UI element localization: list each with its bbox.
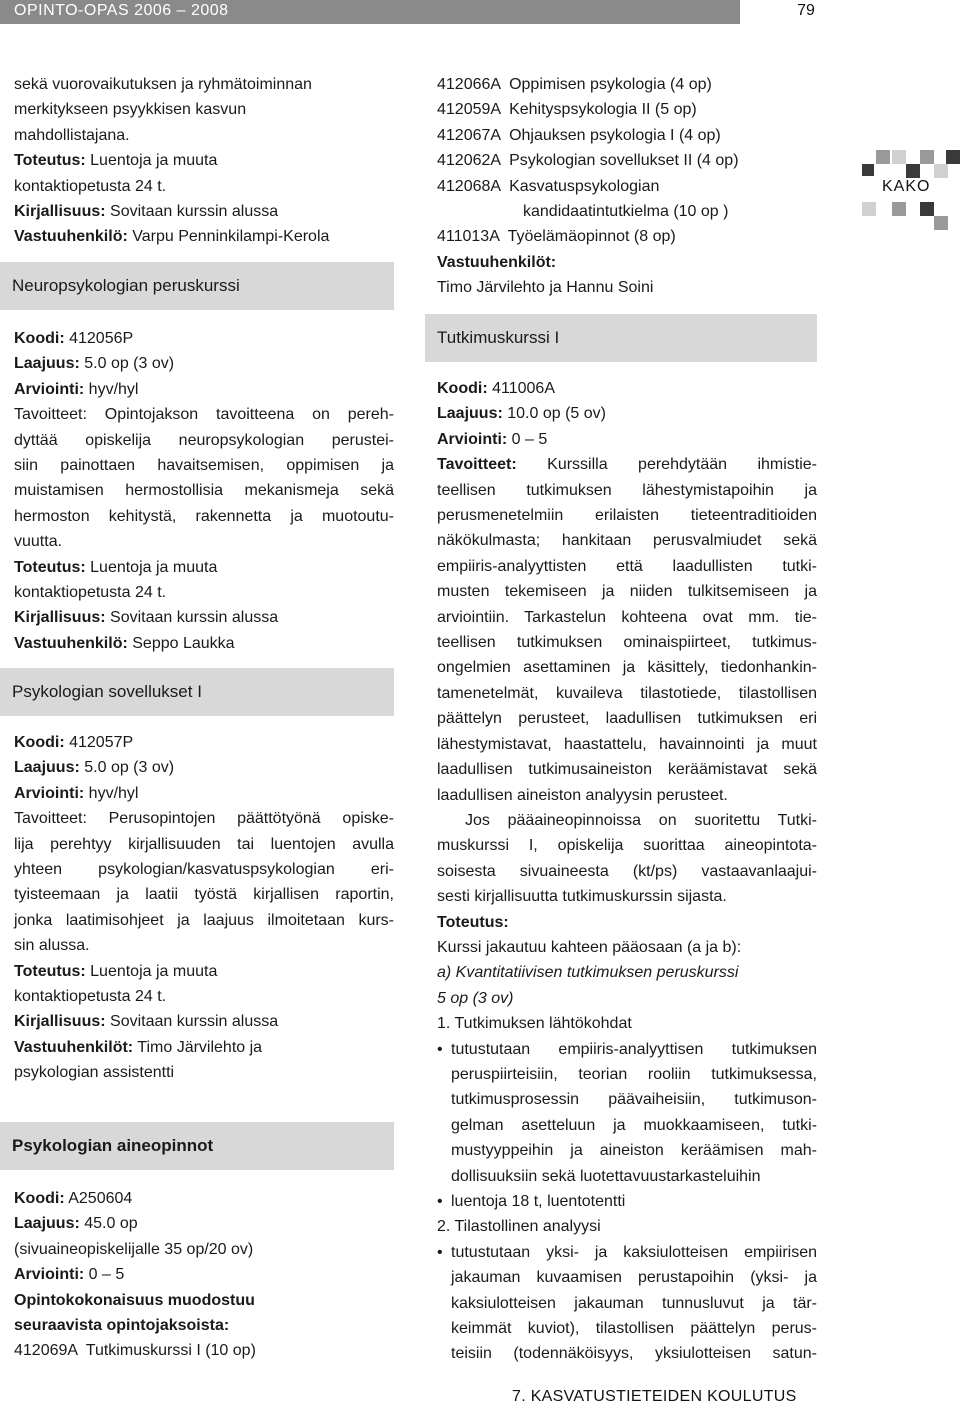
bullet-item — [437, 1189, 817, 1214]
field-value: Seppo Laukka — [132, 634, 235, 652]
text-line: laadullisen tutkimusaineiston keräämistavat sekä — [437, 761, 817, 779]
section-neuropsykologian-peruskurssi: Neuropsykologian peruskurssi — [0, 262, 394, 310]
text-line: ongelmien asettaminen ja käsittely, tiedonhankin- — [437, 659, 817, 677]
laajuus-row — [14, 351, 394, 376]
field-label: Laajuus: — [14, 1215, 80, 1233]
field-label: Laajuus: — [14, 355, 80, 373]
field-label: Laajuus: — [437, 405, 503, 423]
text-line: vuutta. — [14, 533, 63, 551]
logo-square — [920, 150, 934, 164]
field-label: Toteutus: — [14, 962, 86, 980]
text-line: sesti kirjallisuutta tutkimuskurssin sijasta. — [437, 888, 727, 906]
text-line: hermoston kehitystä, rakennetta ja muotoutu- — [14, 507, 394, 525]
bullet-icon: • — [437, 1040, 443, 1058]
tavoitteet-row — [437, 452, 817, 477]
text-line: teellisen tutkimuksen ominaispiirteet, tutkimus- — [437, 634, 817, 652]
field-label: Koodi: — [14, 1190, 65, 1207]
text-line: tutustutaan empiiris-analyyttisen tutkimuksen — [451, 1040, 817, 1058]
bullet-icon: • — [437, 1193, 443, 1210]
logo-label: KAKO — [882, 178, 931, 195]
course-list-item: 412067A Ohjauksen psykologia I (4 op) — [437, 126, 721, 144]
text-line: dollisuuksiin sekä luotettavuustarkasteluihin — [451, 1167, 761, 1185]
field-value: hyv/hyl — [88, 784, 139, 802]
kako-logo — [862, 150, 960, 230]
laajuus-row — [14, 755, 394, 780]
field-label: Vastuuhenkilö: — [14, 634, 128, 652]
text-line: teellisen tutkimuksen lähestymistapoihin ja — [437, 481, 817, 499]
text-line: musten tekemiseen ja niiden tulkitsemiseen ja — [437, 583, 817, 601]
field-label: Toteutus: — [437, 913, 509, 931]
course-aineopinnot — [14, 1186, 394, 1364]
section-psykologian-aineopinnot: Psykologian aineopinnot — [0, 1122, 394, 1170]
field-value: Luentoja ja muuta — [90, 152, 218, 170]
field-value: 5.0 op (3 ov) — [84, 355, 175, 373]
text-line: peruspiirteisiin, teorian rooliin tutkimuksessa, — [451, 1065, 817, 1083]
logo-square — [876, 150, 890, 164]
toteutus-row — [14, 148, 394, 173]
subheading: a) Kvantitatiivisen tutkimuksen peruskurssi — [437, 964, 739, 982]
field-label: Kirjallisuus: — [14, 1013, 106, 1031]
koodi-row — [437, 376, 817, 401]
text-line: tyisteemaan ja laatii työstä kirjallisen raportin, — [14, 886, 394, 904]
text-line: tamenetelmät, kuvaileva tilastotiede, tilastollisen — [437, 684, 817, 702]
left-column — [14, 72, 394, 250]
field-label: Koodi: — [437, 380, 488, 397]
field-label: Arviointi: — [437, 430, 508, 448]
field-value: Luentoja ja muuta — [90, 558, 218, 576]
logo-square — [892, 202, 906, 216]
field-label: Laajuus: — [14, 759, 80, 777]
field-value: hyv/hyl — [88, 380, 139, 398]
text-line: muistamisen hermostollisia mekanismeja sekä — [14, 482, 394, 500]
laajuus-row — [14, 1211, 394, 1236]
text-line: jakauman kuvaamisen perustapoihin (yksi- ja — [451, 1269, 817, 1287]
koodi-row — [14, 1186, 394, 1211]
text-line: Opintokokonaisuus muodostuu — [14, 1291, 255, 1309]
toteutus-row — [14, 555, 394, 580]
text-line: soisesta sivuaineesta (kt/ps) vastaavanlaajui- — [437, 862, 817, 880]
numbered-heading: 1. Tutkimuksen lähtökohdat — [437, 1015, 632, 1033]
field-value: 0 – 5 — [511, 430, 548, 448]
course-list-item: 412069A Tutkimuskurssi I (10 op) — [14, 1342, 256, 1360]
field-label: Toteutus: — [14, 558, 86, 576]
text-line: mustyyppeihin ja aineiston keräämisen mah- — [451, 1142, 817, 1160]
koodi-row — [14, 326, 394, 351]
course-list-item: 412068A Kasvatuspsykologian — [437, 177, 660, 195]
logo-square — [934, 216, 948, 230]
text-line: sekä vuorovaikutuksen ja ryhmätoiminnan — [14, 76, 312, 93]
logo-square — [920, 202, 934, 216]
text-line: lähestymistavat, haastattelu, havainnointi ja muut — [437, 735, 817, 753]
bullet-item — [437, 1240, 817, 1265]
page-footer: 7. KASVATUSTIETEIDEN KOULUTUS — [512, 1388, 797, 1405]
page-header — [0, 0, 960, 24]
field-value: A250604 — [68, 1190, 133, 1207]
course-list-item: 411013A Työelämäopinnot (8 op) — [437, 228, 676, 246]
header-title: OPINTO-OPAS 2006 – 2008 — [14, 2, 229, 19]
toteutus-row — [14, 959, 394, 984]
text-line: dyttää opiskelija neuropsykologian perustei- — [14, 431, 394, 449]
field-value: Sovitaan kurssin alussa — [110, 203, 279, 221]
field-value: 0 – 5 — [88, 1266, 125, 1284]
text-line: arviointiin. Tarkastelun kohteena ovat mm. tie- — [437, 608, 817, 626]
field-label: Arviointi: — [14, 1266, 85, 1284]
course-tutkimuskurssi — [437, 376, 817, 1367]
field-label: Koodi: — [14, 330, 65, 347]
text-line: kontaktiopetusta 24 t. — [14, 177, 167, 195]
logo-square — [946, 150, 960, 164]
section-tutkimuskurssi: Tutkimuskurssi I — [425, 314, 817, 362]
field-value: 10.0 op (5 ov) — [507, 405, 606, 423]
text-line: tutustutaan yksi- ja kaksiulotteisen empiirisen — [451, 1243, 817, 1261]
page-number: 79 — [797, 2, 815, 19]
kirjallisuus-row — [14, 199, 394, 224]
field-label: Koodi: — [14, 734, 65, 751]
text-line: kontaktiopetusta 24 t. — [14, 584, 167, 602]
text-line: seuraavista opintojaksoista: — [14, 1317, 230, 1335]
field-value: 412056P — [69, 330, 134, 347]
text-line: merkitykseen psyykkisen kasvun — [14, 101, 247, 119]
field-value: Varpu Penninkilampi-Kerola — [132, 228, 330, 246]
text-line: luentoja 18 t, luentotentti — [451, 1193, 626, 1210]
text-line: tutkimusprosessin päävaiheisiin, tutkimuson- — [451, 1091, 817, 1109]
text-line: muskurssi I, opiskelija suorittaa aineopintota- — [437, 837, 817, 855]
vastuuhenkilo-row — [14, 224, 394, 249]
text-line: Tavoitteet: Opintojakson tavoitteena on pereh- — [14, 406, 394, 424]
text-line: kontaktiopetusta 24 t. — [14, 988, 167, 1006]
field-label: Arviointi: — [14, 784, 85, 802]
text-line: yhteen psykologian/kasvatuspsykologian eri- — [14, 861, 394, 879]
course-list-item: 412062A Psykologian sovellukset II (4 op) — [437, 152, 739, 170]
laajuus-row — [437, 401, 817, 426]
right-column — [437, 72, 817, 301]
text-line: empiiris-analyyttisten että laadullisten tutki- — [437, 557, 817, 575]
text-line: lija perehtyy kirjallisuuden tai luentojen avulla — [14, 835, 394, 853]
bullet-icon: • — [437, 1243, 443, 1261]
logo-square — [934, 164, 948, 178]
field-value: Kurssilla perehdytään ihmistie- — [547, 456, 817, 474]
koodi-row — [14, 730, 394, 755]
field-label: Arviointi: — [14, 380, 85, 398]
subheading: 5 op (3 ov) — [437, 989, 514, 1007]
course-neuropsykologia — [14, 326, 394, 656]
logo-square — [862, 202, 876, 216]
text-line: jonka laatimisohjeet ja laajuus ilmoitetaan kurs- — [14, 911, 394, 929]
vastuuhenkilot-row — [14, 1035, 394, 1060]
numbered-heading: 2. Tilastollinen analyysi — [437, 1218, 601, 1236]
field-value: 5.0 op (3 ov) — [84, 759, 175, 777]
text-line: gelman asetteluun ja muokkaamiseen, tutki- — [451, 1116, 817, 1134]
arviointi-row — [14, 781, 394, 806]
text-line: (sivuaineopiskelijalle 35 op/20 ov) — [14, 1240, 254, 1258]
arviointi-row — [14, 377, 394, 402]
course-list-item: 412059A Kehityspsykologia II (5 op) — [437, 101, 697, 119]
text-line: sin alussa. — [14, 937, 90, 955]
text-line: laadullisen aineiston analyysin perusteet. — [437, 786, 728, 804]
vastuuhenkilo-row — [14, 631, 394, 656]
text-line: Kurssi jakautuu kahteen pääosaan (a ja b): — [437, 938, 742, 956]
field-value: Luentoja ja muuta — [90, 962, 218, 980]
text-line: päättelyn perusteet, laadullisen tutkimuksen eri — [437, 710, 817, 728]
kirjallisuus-row — [14, 1009, 394, 1034]
logo-square — [892, 150, 906, 164]
field-value: Timo Järvilehto ja — [137, 1038, 263, 1056]
bullet-item — [437, 1037, 817, 1062]
field-label: Vastuuhenkilöt: — [14, 1038, 134, 1056]
text-line: siin painottaen havaitsemisen, oppimisen ja — [14, 457, 394, 475]
field-value: 45.0 op — [84, 1215, 138, 1233]
text-line: mahdollistajana. — [14, 126, 130, 144]
text-line: näkökulmasta; hankitaan perusvalmiudet sekä — [437, 532, 817, 550]
field-value: Timo Järvilehto ja Hannu Soini — [437, 279, 654, 297]
text-line: psykologian assistentti — [14, 1064, 175, 1082]
text-line: kaksiulotteisen jakauman tunnusluvut ja tär- — [451, 1294, 817, 1312]
field-value: Sovitaan kurssin alussa — [110, 609, 279, 627]
field-label: Vastuuhenkilöt: — [437, 253, 557, 271]
arviointi-row — [14, 1262, 394, 1287]
field-label: Kirjallisuus: — [14, 609, 106, 627]
text-line: keimmät kuviot), tilastollisen päättelyn perus- — [451, 1320, 817, 1338]
course-list-item: 412066A Oppimisen psykologia (4 op) — [437, 76, 712, 93]
text-line: teisiin (todennäköisyys, yksiulotteisen satun- — [451, 1345, 817, 1363]
field-value: 411006A — [492, 380, 555, 397]
field-label: Tavoitteet: — [437, 456, 517, 474]
section-psykologian-sovellukset: Psykologian sovellukset I — [0, 668, 394, 716]
course-sovellukset — [14, 730, 394, 1086]
text-line: perusmenetelmiin erilaisten tieteentraditioiden — [437, 507, 817, 525]
page-number-area — [740, 0, 960, 24]
logo-square — [906, 164, 920, 178]
text-line: Tavoitteet: Perusopintojen päättötyönä opiske- — [14, 810, 394, 828]
logo-square — [862, 164, 874, 176]
field-value: Sovitaan kurssin alussa — [110, 1013, 279, 1031]
field-label: Vastuuhenkilö: — [14, 228, 128, 246]
field-label: Toteutus: — [14, 152, 86, 170]
field-label: Kirjallisuus: — [14, 203, 106, 221]
kirjallisuus-row — [14, 605, 394, 630]
arviointi-row — [437, 427, 817, 452]
field-value: 412057P — [69, 734, 134, 751]
text-line: Jos pääaineopinnoissa on suoritettu Tutki- — [465, 811, 817, 829]
text-line: kandidaatintutkielma (10 op ) — [523, 203, 729, 221]
